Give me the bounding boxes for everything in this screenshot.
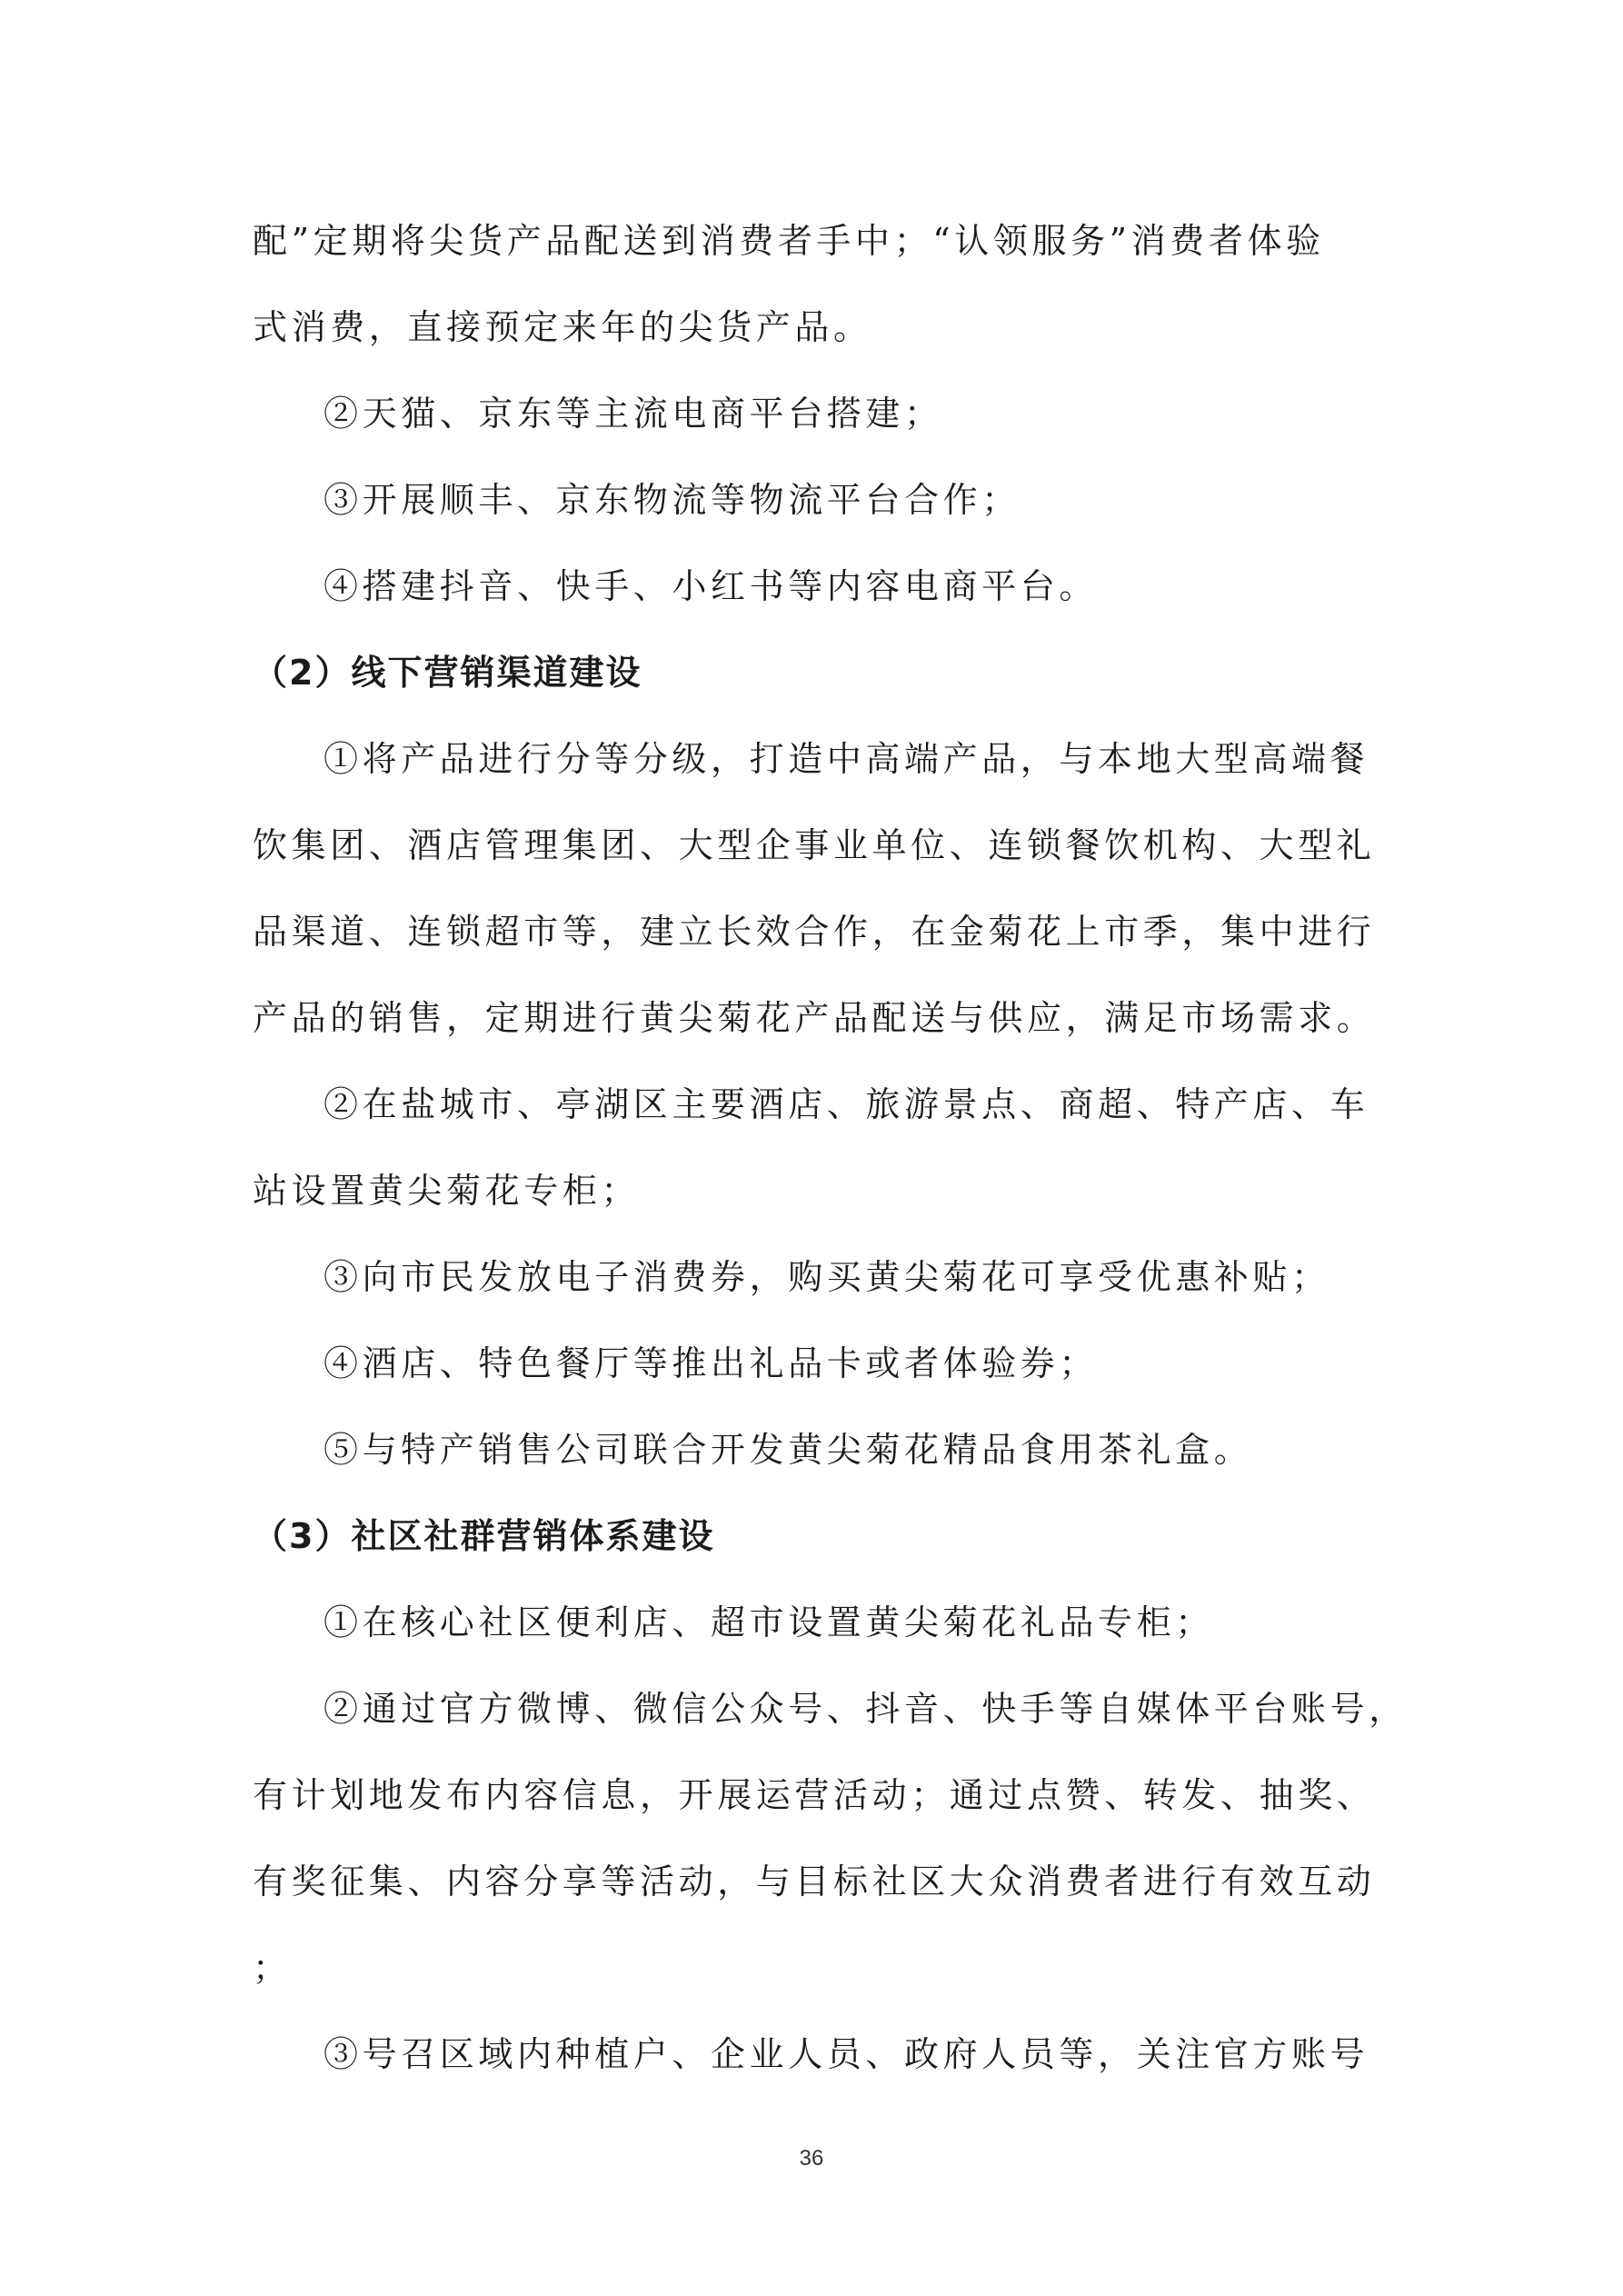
list-item: ④酒店、特色餐厅等推出礼品卡或者体验券； <box>324 1343 1099 1383</box>
section-heading: （2）线下营销渠道建设 <box>253 653 642 693</box>
section-heading: （3）社区社群营销体系建设 <box>253 1516 715 1556</box>
list-item: ①将产品进行分等分级，打造中高端产品，与本地大型高端餐 <box>324 739 1369 779</box>
text-line: 产品的销售，定期进行黄尖菊花产品配送与供应，满足市场需求。 <box>253 998 1376 1038</box>
text-line: ； <box>253 1948 292 1988</box>
list-item: ③开展顺丰、京东物流等物流平台合作； <box>324 480 1021 520</box>
list-item: ②通过官方微博、微信公众号、抖音、快手等自媒体平台账号， <box>324 1689 1408 1729</box>
list-item: ③向市民发放电子消费券，购买黄尖菊花可享受优惠补贴； <box>324 1257 1330 1297</box>
text-line: 配”定期将尖货产品配送到消费者手中；“认领服务”消费者体验 <box>253 221 1325 261</box>
list-item: ③号召区域内种植户、企业人员、政府人员等，关注官方账号 <box>324 2034 1369 2074</box>
list-item: ②天猫、京东等主流电商平台搭建； <box>324 394 943 434</box>
list-item: ⑤与特产销售公司联合开发黄尖菊花精品食用茶礼盒。 <box>324 1430 1253 1470</box>
text-line: 品渠道、连锁超市等，建立长效合作，在金菊花上市季，集中进行 <box>253 912 1376 952</box>
list-item: ④搭建抖音、快手、小红书等内容电商平台。 <box>324 566 1099 606</box>
text-line: 有计划地发布内容信息，开展运营活动；通过点赞、转发、抽奖、 <box>253 1775 1376 1815</box>
list-item: ①在核心社区便利店、超市设置黄尖菊花礼品专柜； <box>324 1602 1214 1642</box>
page-number: 36 <box>799 2146 824 2171</box>
text-line: 式消费，直接预定来年的尖货产品。 <box>253 307 872 347</box>
list-item: ②在盐城市、亭湖区主要酒店、旅游景点、商超、特产店、车 <box>324 1084 1369 1124</box>
text-line: 站设置黄尖菊花专柜； <box>253 1171 641 1211</box>
text-line: 有奖征集、内容分享等活动，与目标社区大众消费者进行有效互动 <box>253 1862 1376 1902</box>
text-line: 饮集团、酒店管理集团、大型企事业单位、连锁餐饮机构、大型礼 <box>253 825 1376 865</box>
